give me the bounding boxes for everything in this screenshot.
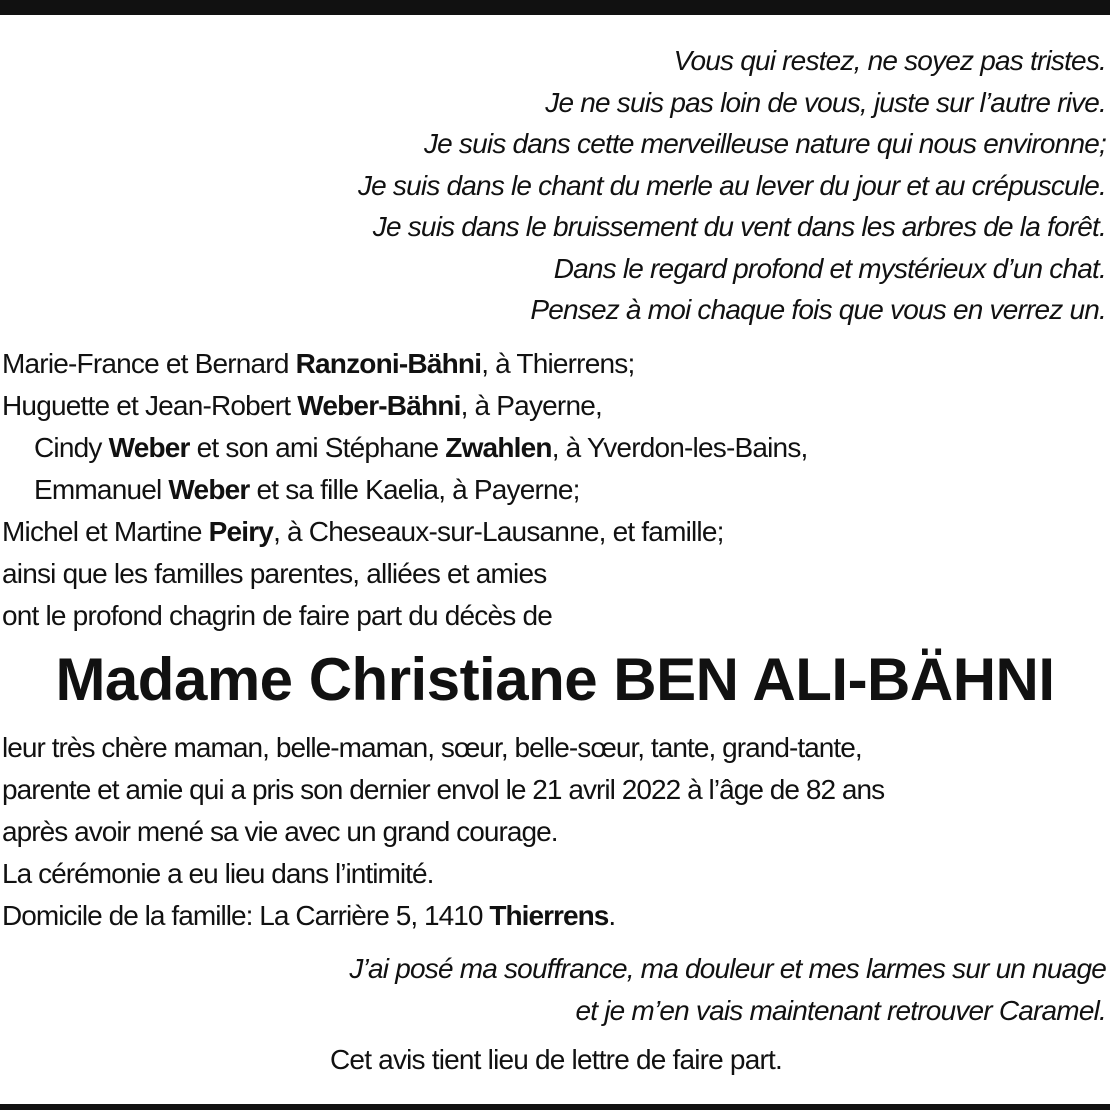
body-line: après avoir mené sa vie avec un grand courage.	[2, 816, 558, 847]
announcement-body	[2, 727, 884, 937]
poem-line: Je ne suis pas loin de vous, juste sur l’autre rive.	[545, 86, 1106, 118]
poem-line: Je suis dans le chant du merle au lever du jour et au crépuscule.	[357, 169, 1106, 201]
family-list	[2, 343, 808, 637]
family-surname: Ranzoni-Bähni	[295, 348, 482, 379]
poem-line: J’ai posé ma souffrance, ma douleur et mes larmes sur un nuage	[349, 953, 1106, 984]
family-surname: Zwahlen	[445, 432, 552, 463]
family-entry: Marie-France et Bernard Ranzoni-Bähni, à Thierrens;	[2, 348, 635, 379]
poem-line: Je suis dans cette merveilleuse nature qui nous environne;	[423, 128, 1106, 159]
domicile-town: Thierrens	[489, 900, 609, 931]
family-entry: Emmanuel Weber et sa fille Kaelia, à Payerne;	[34, 474, 580, 505]
closing-poem	[349, 948, 1106, 1031]
family-entry: Huguette et Jean-Robert Weber-Bähni, à Payerne,	[2, 390, 602, 421]
family-entry: Michel et Martine Peiry, à Cheseaux-sur-Lausanne, et famille;	[2, 516, 724, 547]
closing-notice	[0, 1039, 1110, 1081]
bottom-border-rule	[0, 1104, 1110, 1110]
ceremony-line: La cérémonie a eu lieu dans l’intimité.	[2, 858, 434, 889]
family-entry: ainsi que les familles parentes, alliées et amies	[2, 558, 547, 589]
poem-line: Je suis dans le bruissement du vent dans les arbres de la forêt.	[372, 211, 1106, 242]
poem-line: Dans le regard profond et mystérieux d’un chat.	[553, 252, 1106, 284]
family-surname: Peiry	[208, 516, 274, 547]
opening-poem	[358, 40, 1106, 331]
announcement-line: ont le profond chagrin de faire part du décès de	[2, 600, 552, 631]
family-surname: Weber-Bähni	[297, 390, 461, 421]
body-line: leur très chère maman, belle-maman, sœur, belle-sœur, tante, grand-tante,	[2, 732, 862, 763]
poem-line: et je m’en vais maintenant retrouver Caramel.	[575, 994, 1106, 1026]
family-surname: Weber	[108, 432, 190, 463]
family-surname: Weber	[168, 474, 250, 505]
body-line: parente et amie qui a pris son dernier envol le 21 avril 2022 à l’âge de 82 ans	[2, 774, 885, 805]
closing-notice-text: Cet avis tient lieu de lettre de faire part.	[330, 1044, 782, 1075]
domicile-line: Domicile de la famille: La Carrière 5, 1410 Thierrens.	[2, 900, 616, 931]
poem-line: Vous qui restez, ne soyez pas tristes.	[673, 45, 1106, 76]
family-entry: Cindy Weber et son ami Stéphane Zwahlen, à Yverdon-les-Bains,	[34, 432, 808, 463]
deceased-name: Madame Christiane BEN ALI-BÄHNI	[55, 646, 1055, 713]
poem-line: Pensez à moi chaque fois que vous en verrez un.	[530, 294, 1106, 325]
top-border-rule	[0, 0, 1110, 15]
